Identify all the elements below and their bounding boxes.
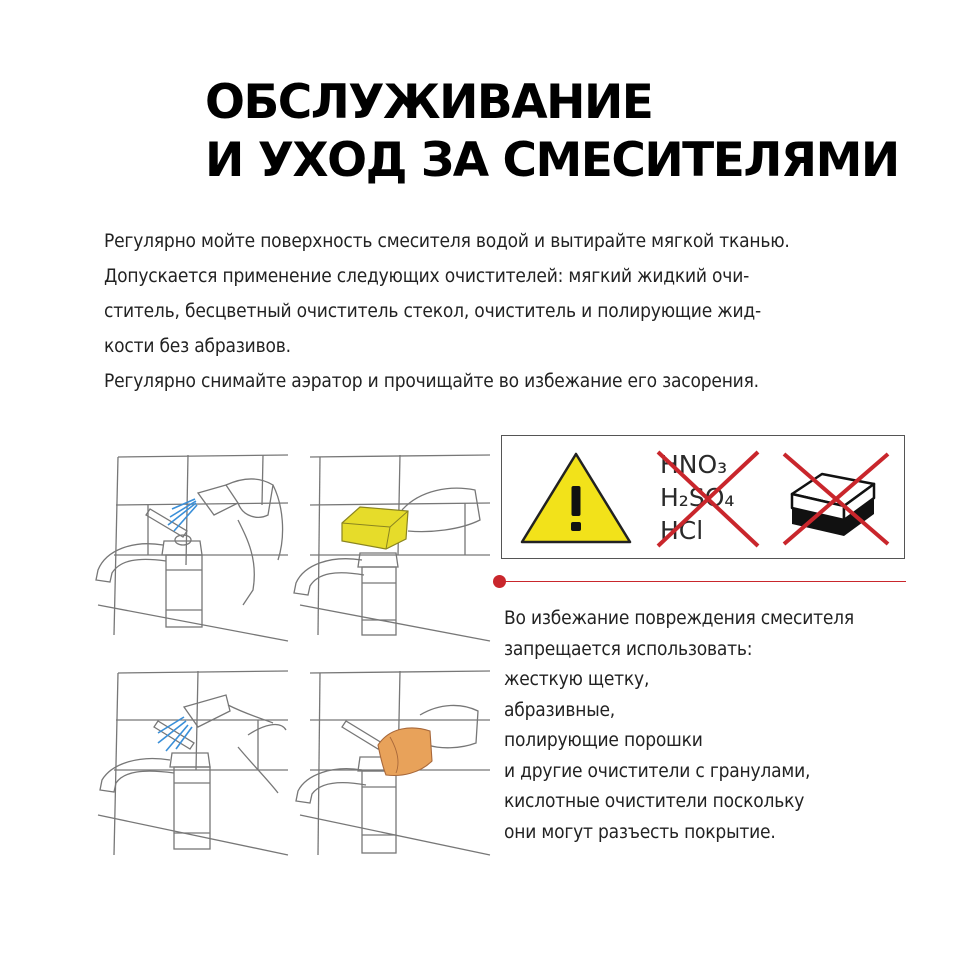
forbidden-line: и другие очистители с гранулами, [504, 759, 811, 782]
chemical-hno3: HNO₃ [660, 450, 728, 479]
no-abrasive-sponge-icon [778, 450, 894, 548]
intro-paragraph [104, 224, 924, 399]
forbidden-line: полирующие порошки [504, 729, 703, 751]
section-divider [500, 581, 906, 582]
forbidden-line: кислотные очистители поскольку [504, 790, 805, 812]
shower-rinse-illustration [88, 665, 298, 865]
forbidden-line: жесткую щетку, [504, 668, 650, 690]
yellow-sponge-illustration [290, 445, 500, 645]
forbidden-line: они могут разъесть покрытие. [504, 820, 776, 843]
intro-line: кости без абразивов. [104, 335, 291, 357]
warning-triangle-icon [518, 450, 634, 546]
page-title [205, 74, 899, 190]
intro-line: Регулярно мойте поверхность смесителя водой и вытирайте мягкой тканью. [104, 230, 790, 252]
intro-line: Регулярно снимайте аэратор и прочищайте во избежание его засорения. [104, 370, 759, 392]
orange-cloth-illustration [290, 665, 500, 865]
divider-dot [493, 575, 506, 588]
cross-icon [654, 446, 764, 550]
intro-line: Допускается применение следующих очистителей: мягкий жидкий очи- [104, 265, 750, 287]
no-acid-icon [654, 446, 764, 550]
intro-line: ститель, бесцветный очиститель стекол, очиститель и полирующие жид- [104, 300, 761, 322]
chemical-h2so4: H₂SO₄ [660, 483, 735, 512]
spray-cleaning-illustration [88, 445, 298, 645]
forbidden-line: Во избежание повреждения смесителя [504, 607, 854, 629]
warning-panel [501, 435, 905, 559]
chemical-hcl: HCl [660, 516, 704, 545]
forbidden-line: абразивные, [504, 698, 616, 721]
forbidden-cleaners-text [504, 603, 924, 847]
forbidden-line: запрещается использовать: [504, 637, 753, 660]
page-title-line-2: И УХОД ЗА СМЕСИТЕЛЯМИ [205, 133, 899, 188]
page-title-line-1: ОБСЛУЖИВАНИЕ [205, 75, 653, 130]
